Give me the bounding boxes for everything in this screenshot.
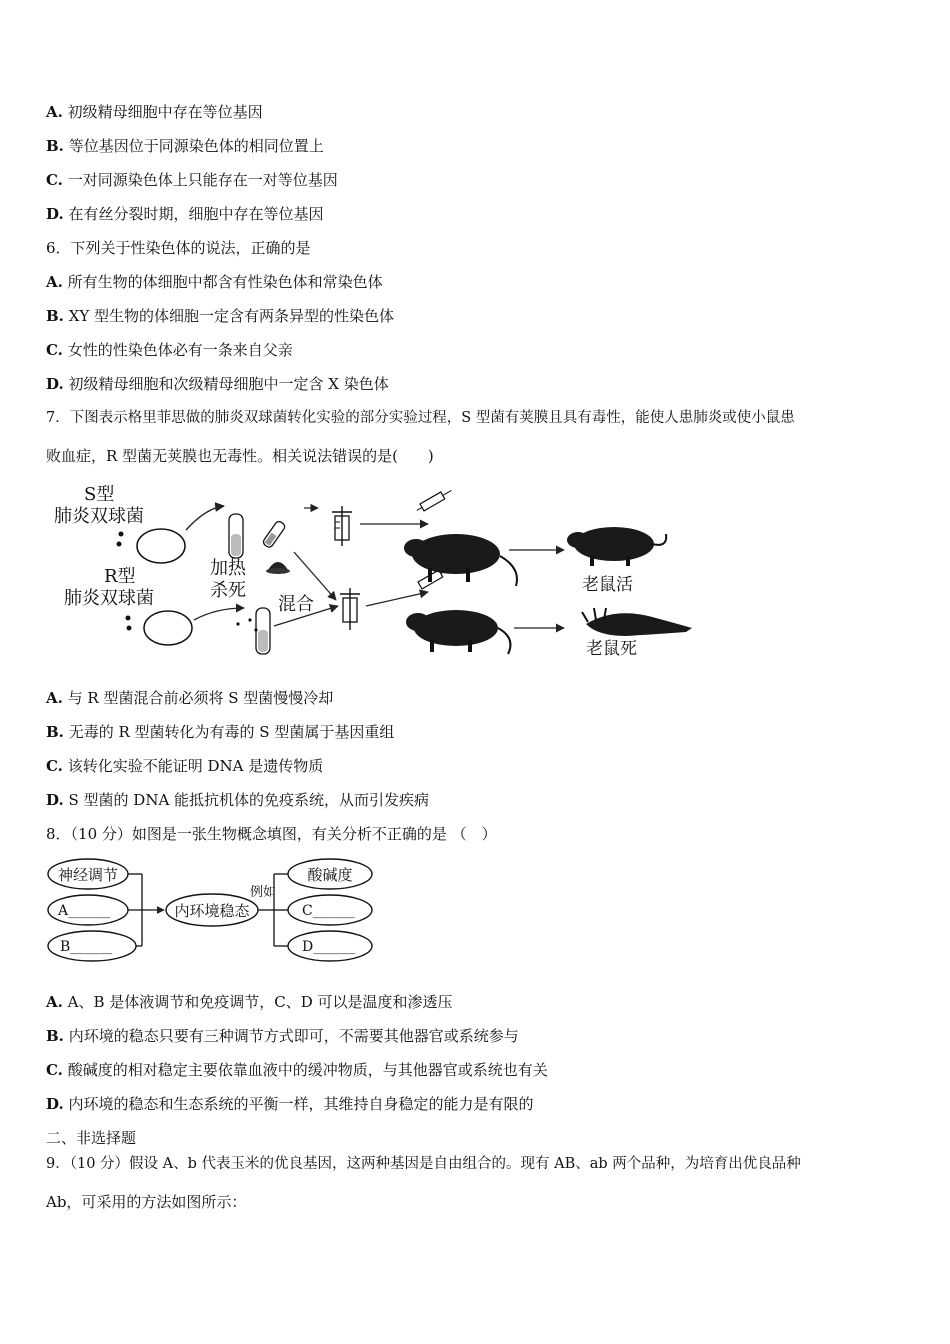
node-neural-label: 神经调节 — [57, 866, 119, 884]
q6-option-b: B. XY 型生物的体细胞一定含有两条异型的性染色体 — [46, 307, 395, 325]
q6-option-c: C. 女性的性染色体必有一条来自父亲 — [46, 341, 293, 359]
q6-stem: 6．下列关于性染色体的说法，正确的是 — [46, 239, 311, 257]
mouse-dead-icon — [582, 608, 692, 636]
q6-option-d: D. 初级精母细胞和次级精母细胞中一定含 X 染色体 — [46, 375, 389, 393]
node-acid-label: 酸碱度 — [307, 866, 353, 884]
s-type-label: S型 — [84, 484, 115, 505]
syringe-icon — [332, 506, 352, 546]
node-a-label: A______ — [58, 903, 111, 919]
mouse-dead-label: 老鼠死 — [586, 639, 637, 659]
s-type-bacteria-label: 肺炎双球菌 — [54, 506, 144, 527]
dot-icon — [126, 616, 131, 621]
s-colony-circle — [137, 529, 185, 563]
r-colony-circle — [144, 611, 192, 645]
node-center-label: 内环境稳态 — [174, 902, 250, 920]
dot-icon — [119, 532, 124, 537]
syringe-icon — [415, 487, 454, 514]
q7-stem-line1: 7．下图表示格里菲思做的肺炎双球菌转化实验的部分实验过程，S 型菌有荚膜且具有毒性，能使人患肺炎或使小鼠患 — [46, 410, 795, 426]
node-c-label: C______ — [302, 903, 355, 919]
q8-option-c: C. 酸碱度的相对稳定主要依靠血液中的缓冲物质，与其他器官或系统也有关 — [46, 1061, 548, 1079]
q7-option-c: C. 该转化实验不能证明 DNA 是遗传物质 — [46, 757, 324, 775]
q7-option-b: B. 无毒的 R 型菌转化为有毒的 S 型菌属于基因重组 — [46, 723, 395, 741]
r-type-label: R型 — [104, 566, 136, 587]
q5-option-d: D. 在有丝分裂时期，细胞中存在等位基因 — [46, 205, 324, 223]
q7-option-a: A. 与 R 型菌混合前必须将 S 型菌慢慢冷却 — [46, 689, 334, 707]
section-heading: 二、非选择题 — [46, 1129, 137, 1147]
mouse-alive-label: 老鼠活 — [582, 575, 633, 595]
q7-stem-line2: 败血症，R 型菌无荚膜也无毒性。相关说法错误的是( ) — [46, 447, 434, 465]
q6-option-a: A. 所有生物的体细胞中都含有性染色体和常染色体 — [46, 273, 383, 291]
dot-icon — [117, 542, 122, 547]
q8-option-d: D. 内环境的稳态和生态系统的平衡一样，其维持自身稳定的能力是有限的 — [46, 1095, 534, 1113]
concept-map-figure — [46, 854, 386, 970]
node-d-label: D______ — [302, 939, 356, 955]
q8-option-b: B. 内环境的稳态只要有三种调节方式即可，不需要其他器官或系统参与 — [46, 1027, 519, 1045]
syringe-pour-icon — [262, 520, 286, 549]
q5-option-a: A. 初级精母细胞中存在等位基因 — [46, 103, 263, 121]
q5-option-b: B. 等位基因位于同源染色体的相同位置上 — [46, 137, 324, 155]
q7-option-d: D. S 型菌的 DNA 能抵抗机体的免疫系统，从而引发疾病 — [46, 791, 430, 809]
griffith-experiment-figure — [46, 478, 706, 668]
mouse-alive-2-icon — [567, 527, 666, 566]
q9-stem-line1: 9．（10 分）假设 A、b 代表玉米的优良基因，这两种基因是自由组合的。现有 AB、ab 两个品种，为培育出优良品种 — [46, 1156, 801, 1172]
syringe-icon — [340, 588, 360, 630]
q8-option-a: A. A、B 是体液调节和免疫调节，C、D 可以是温度和渗透压 — [46, 993, 453, 1011]
mouse-injected-icon — [406, 610, 510, 654]
example-label: 例如 — [250, 885, 277, 900]
dot-icon — [127, 626, 132, 631]
mix-label: 混合 — [278, 594, 314, 615]
heat-label-1: 加热 — [210, 558, 246, 579]
q5-option-c: C. 一对同源染色体上只能存在一对等位基因 — [46, 171, 338, 189]
r-type-bacteria-label: 肺炎双球菌 — [64, 588, 154, 609]
q9-stem-line2: Ab，可采用的方法如图所示： — [46, 1193, 247, 1211]
mouse-alive-1-icon — [404, 534, 517, 586]
q8-stem: 8．（10 分）如图是一张生物概念填图，有关分析不正确的是 （ ） — [46, 825, 497, 843]
node-b-label: B______ — [60, 939, 113, 955]
heat-label-2: 杀死 — [210, 580, 246, 601]
